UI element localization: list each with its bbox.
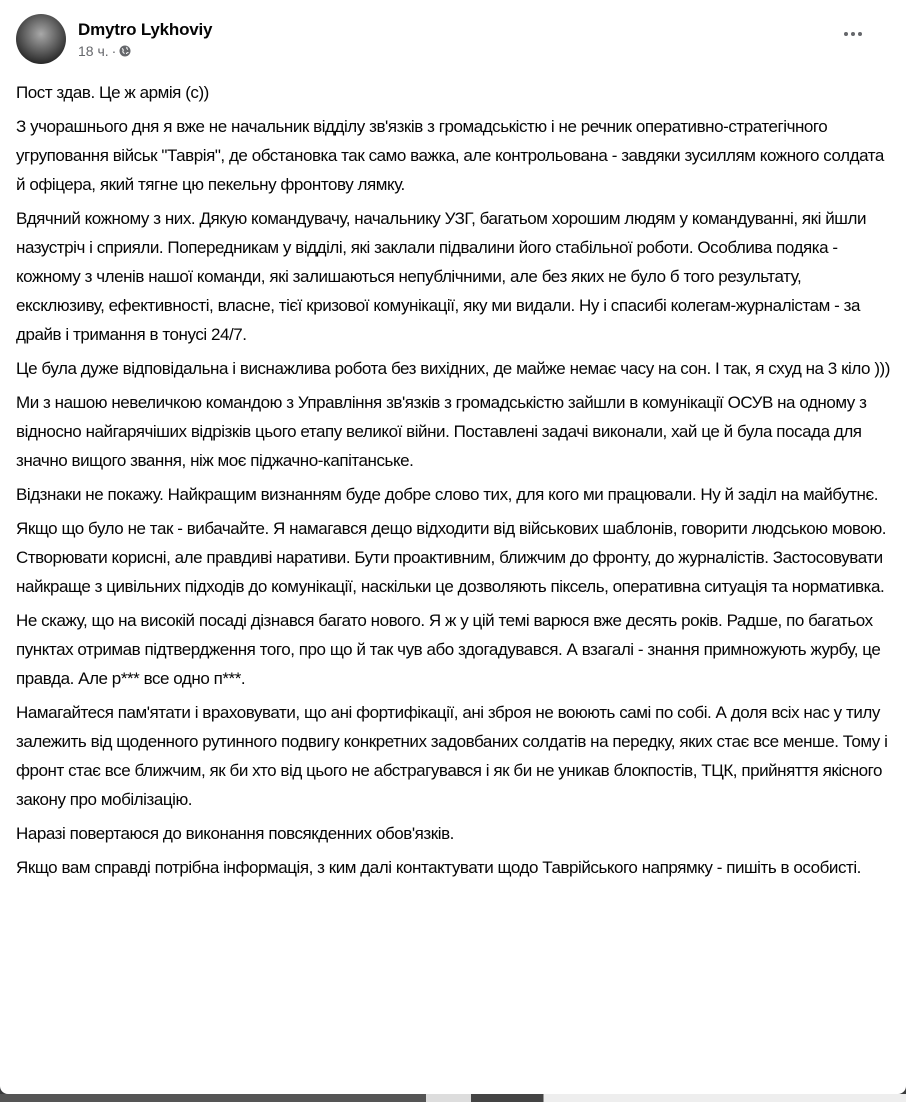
- paragraph: Намагайтеся пам'ятати і враховувати, що ані фортифікації, ані зброя не воюють самі по собі. А доля всіх нас у тилу залежить від щоденного рутинного подвигу конкретних задовбаних солдатів на передку, яких стає все менше. Тому і фронт стає все ближчим, як би хто від цього не абстрагувався і як би не уникав блокпостів, ТЦК, прийняття якісного закону про мобілізацію.: [16, 703, 888, 809]
- post-meta: [78, 20, 212, 59]
- paragraph: Це була дуже відповідальна і виснажлива робота без вихідних, де майже немає часу на сон. І так, я схуд на 3 кіло ))): [16, 359, 890, 378]
- author-name[interactable]: Dmytro Lykhoviy: [78, 19, 213, 39]
- globe-icon: [119, 45, 131, 57]
- paragraph: Вдячний кожному з них. Дякую командувачу, начальнику УЗГ, багатьом хорошим людям у командуванні, які йшли назустріч і сприяли. Попередникам у відділі, які заклали підвалини його стабільної роботи. Особлива подяка - кожному з членів нашої команди, які залишаються непублічними, але без яких не було б того результату, ексклюзиву, ефективності, власне, тієї кризової комунікації, яку ми видали. Ну і спасибі колегам-журналістам - за драйв і тримання в тонусі 24/7.: [16, 209, 866, 344]
- dot: [858, 32, 862, 36]
- more-options-button[interactable]: [844, 28, 870, 40]
- paragraph: Якщо вам справді потрібна інформація, з ким далі контактувати щодо Таврійського напрямку - пишіть в особисті.: [16, 858, 861, 877]
- paragraph: Пост здав. Це ж армія (с)): [16, 83, 209, 102]
- post-header: [16, 14, 212, 64]
- attached-image-edge[interactable]: [0, 1094, 906, 1102]
- paragraph: Якщо що було не так - вибачайте. Я намагався дещо відходити від військових шаблонів, говорити людською мовою. Створювати корисні, але правдиві наративи. Бути проактивним, ближчим до фронту, до журналістів. Застосовувати найкраще з цивільних підходів до комунікації, наскільки це дозволяють піксель, оперативна ситуація та нормативка.: [16, 519, 887, 596]
- paragraph: Не скажу, що на високій посаді дізнався багато нового. Я ж у цій темі варюся вже десять років. Радше, по багатьох пунктах отримав підтвердження того, про що й так чув або здогадувався. А взагалі - знання примножують журбу, це правда. Але р*** все одно п***.: [16, 611, 881, 688]
- post-text: [16, 78, 892, 887]
- avatar[interactable]: [16, 14, 66, 64]
- paragraph: Ми з нашою невеличкою командою з Управління зв'язків з громадськістю зайшли в комунікації ОСУВ на одному з відносно найгарячіших відрізків цього етапу великої війни. Поставлені задачі виконали, хай це й була посада для значно вищого звання, ніж моє піджачно-капітанське.: [16, 393, 867, 470]
- paragraph: Відзнаки не покажу. Найкращим визнанням буде добре слово тих, для кого ми працювали. Ну й заділ на майбутнє.: [16, 485, 878, 504]
- post-subline: [78, 43, 212, 59]
- dot: [851, 32, 855, 36]
- separator: ·: [111, 42, 117, 59]
- paragraph: Наразі повертаюся до виконання повсякденних обов'язків.: [16, 824, 454, 843]
- more-horizontal-icon: [844, 32, 848, 36]
- paragraph: З учорашнього дня я вже не начальник відділу зв'язків з громадськістю і не речник оперативно-стратегічного угруповання військ "Таврія", де обстановка так само важка, але контрольована - завдяки зусиллям кожного солдата й офіцера, який тягне цю пекельну фронтову лямку.: [16, 117, 884, 194]
- post-time[interactable]: 18 ч.: [78, 42, 109, 59]
